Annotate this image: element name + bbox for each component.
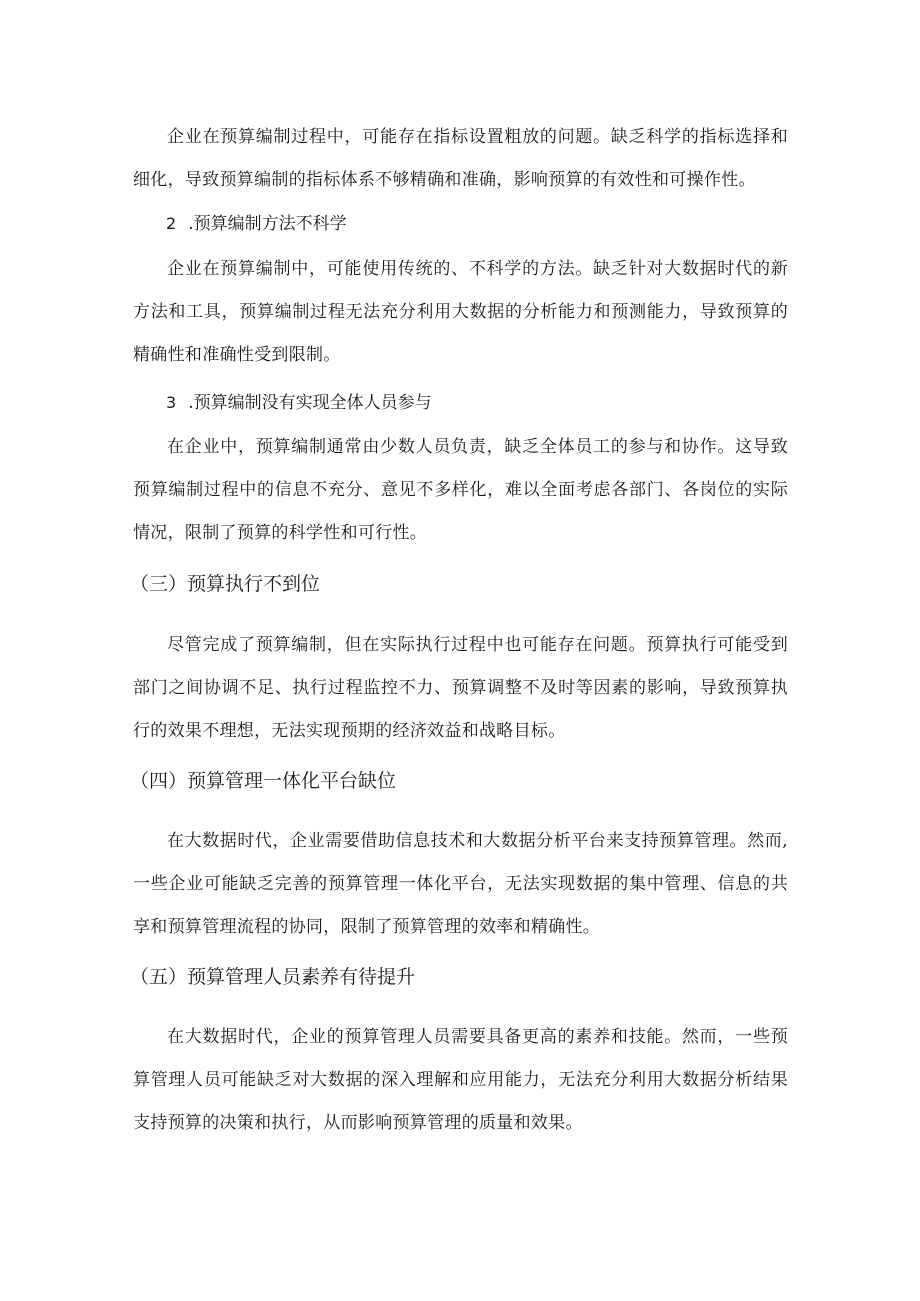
subheading-3-number: 3 xyxy=(166,393,177,412)
section-heading-5: （五）预算管理人员素养有待提升 xyxy=(130,966,416,988)
section-heading-4: （四）预算管理一体化平台缺位 xyxy=(130,770,397,792)
paragraph-execution: 尽管完成了预算编制，但在实际执行过程中也可能存在问题。预算执行可能受到部门之间协调不足、执行过程监控不力、预算调整不及时等因素的影响，导致预算执行的效果不理想，无法实现预期的经济效益和战略目标。 xyxy=(133,635,788,741)
paragraph-methods: 企业在预算编制中，可能使用传统的、不科学的方法。缺乏针对大数据时代的新方法和工具，预算编制过程无法充分利用大数据的分析能力和预测能力，导致预算的精确性和准确性受到限制。 xyxy=(133,259,788,365)
subheading-2 xyxy=(166,212,347,236)
subheading-3 xyxy=(166,391,432,415)
paragraph-indicator-setting: 企业在预算编制过程中，可能存在指标设置粗放的问题。缺乏科学的指标选择和细化，导致预算编制的指标体系不够精确和准确，影响预算的有效性和可操作性。 xyxy=(133,127,788,190)
section-heading-3: （三）预算执行不到位 xyxy=(130,573,321,595)
paragraph-platform: 在大数据时代，企业需要借助信息技术和大数据分析平台来支持预算管理。然而,一些企业可能缺乏完善的预算管理一体化平台，无法实现数据的集中管理、信息的共享和预算管理流程的协同，限制了预算管理的效率和精确性。 xyxy=(133,831,788,937)
subheading-2-text: .预算编制方法不科学 xyxy=(188,214,347,234)
paragraph-personnel: 在大数据时代，企业的预算管理人员需要具备更高的素养和技能。然而，一些预算管理人员可能缺乏对大数据的深入理解和应用能力，无法充分利用大数据分析结果支持预算的决策和执行，从而影响预算管理的质量和效果。 xyxy=(133,1027,788,1133)
subheading-3-text: .预算编制没有实现全体人员参与 xyxy=(188,393,432,413)
paragraph-participation: 在企业中，预算编制通常由少数人员负责，缺乏全体员工的参与和协作。这导致预算编制过程中的信息不充分、意见不多样化，难以全面考虑各部门、各岗位的实际情况，限制了预算的科学性和可行性。 xyxy=(133,437,788,543)
subheading-2-number: 2 xyxy=(166,214,177,233)
